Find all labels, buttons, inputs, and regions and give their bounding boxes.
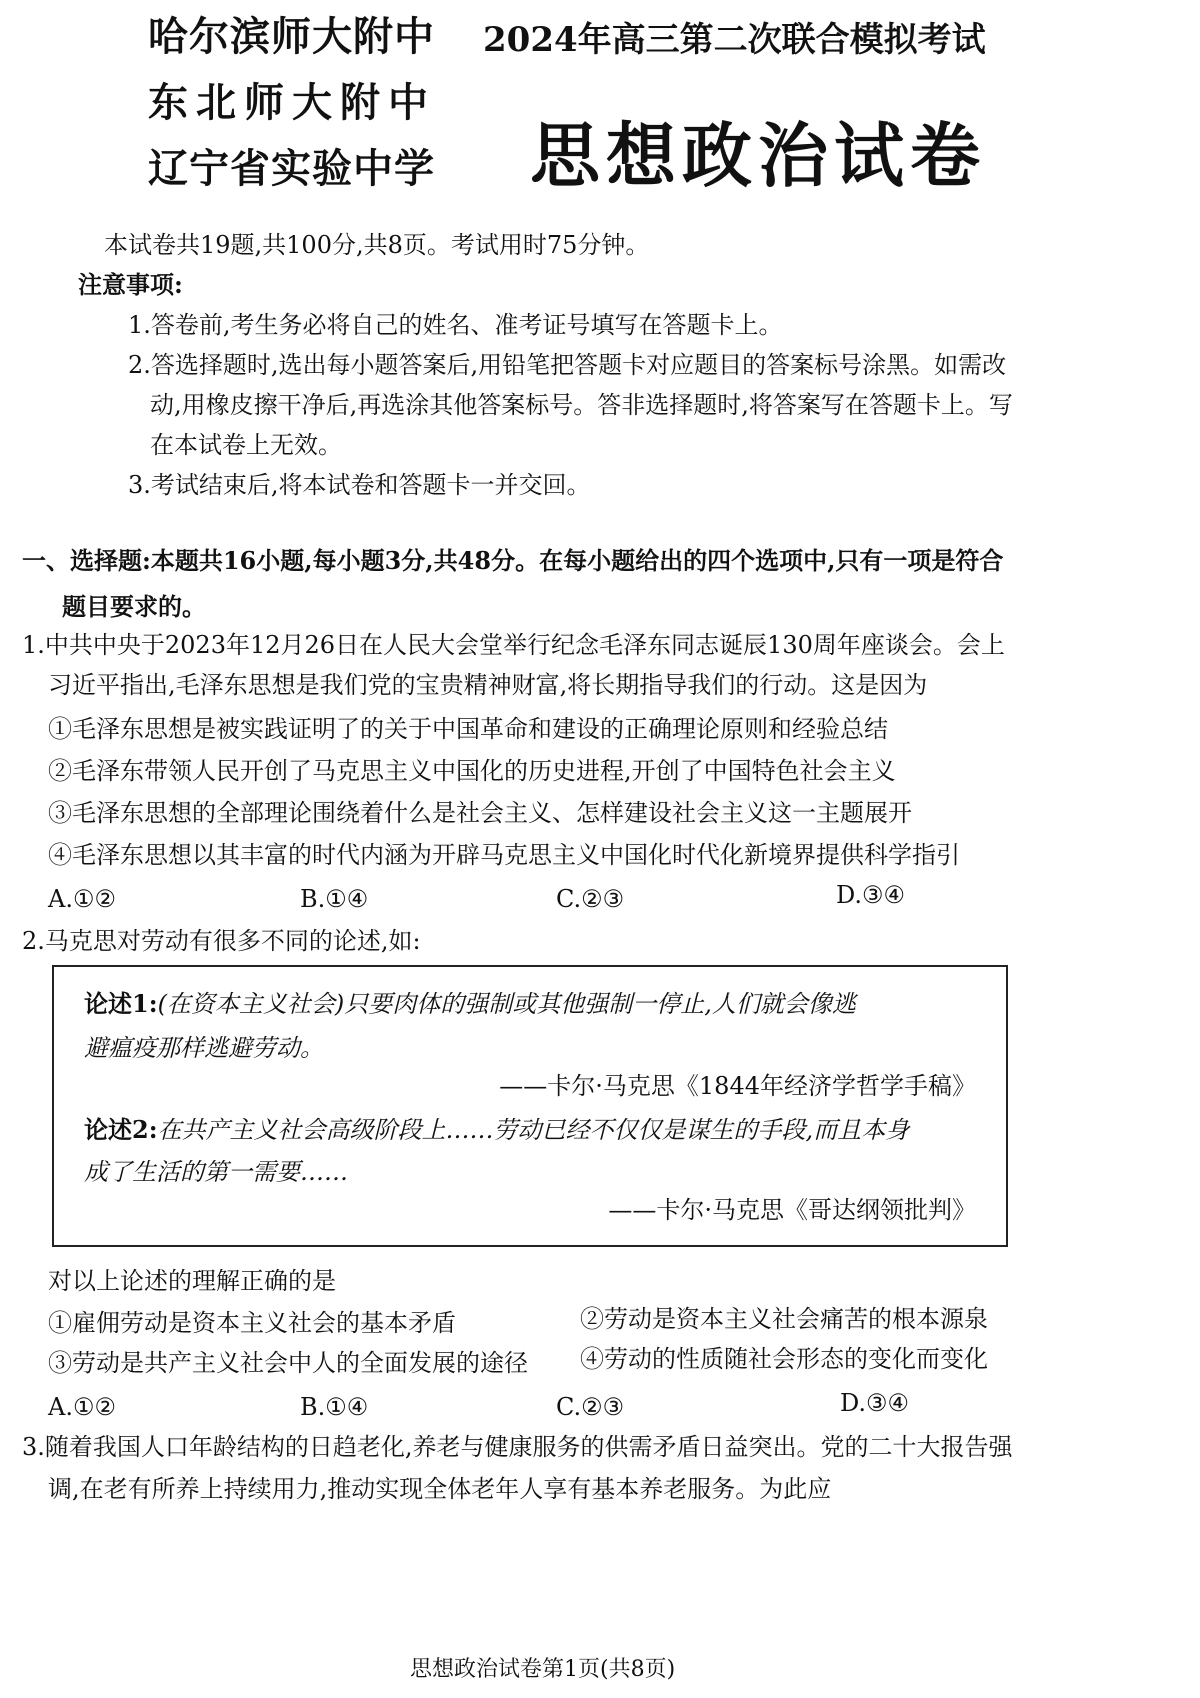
answer-option: C.②③ bbox=[556, 885, 625, 913]
notes-heading: 注意事项: bbox=[78, 270, 183, 299]
note-line: 在本试卷上无效。 bbox=[150, 431, 342, 459]
subject-title: 思想政治试卷 bbox=[530, 114, 986, 197]
statement-item: ①毛泽东思想是被实践证明了的关于中国革命和建设的正确理论原则和经验总结 bbox=[48, 715, 888, 743]
statement-item: ③劳动是共产主义社会中人的全面发展的途径 bbox=[48, 1349, 528, 1377]
quote-source: ——卡尔·马克思《1844年经济学哲学手稿》 bbox=[499, 1072, 976, 1100]
answer-option: D.③④ bbox=[840, 1389, 910, 1417]
answer-option: B.①④ bbox=[300, 885, 369, 913]
note-line: 动,用橡皮擦干净后,再选涂其他答案标号。答非选择题时,将答案写在答题卡上。写 bbox=[150, 391, 1013, 419]
quote-text: 在共产主义社会高级阶段上……劳动已经不仅仅是谋生的手段,而且本身 bbox=[157, 1116, 910, 1144]
statement-item: ①雇佣劳动是资本主义社会的基本矛盾 bbox=[48, 1309, 456, 1337]
answer-option: C.②③ bbox=[556, 1393, 625, 1421]
quote-label: 论述2: bbox=[84, 1115, 158, 1144]
school-name: 哈尔滨师大附中 bbox=[148, 13, 435, 60]
statement-item: ②毛泽东带领人民开创了马克思主义中国化的历史进程,开创了中国特色社会主义 bbox=[48, 757, 896, 785]
question-prompt: 对以上论述的理解正确的是 bbox=[48, 1267, 336, 1295]
answer-option: D.③④ bbox=[836, 881, 906, 909]
quote-line bbox=[84, 1113, 909, 1147]
school-list bbox=[148, 4, 448, 202]
answer-option: A.①② bbox=[48, 885, 116, 913]
quote-label: 论述1: bbox=[84, 989, 158, 1018]
question-stem: 1.中共中央于2023年12月26日在人民大会堂举行纪念毛泽东同志诞辰130周年座谈会。会上 bbox=[22, 631, 1005, 659]
question-stem: 习近平指出,毛泽东思想是我们党的宝贵精神财富,将长期指导我们的行动。这是因为 bbox=[48, 671, 928, 699]
question-stem: 3.随着我国人口年龄结构的日趋老化,养老与健康服务的供需矛盾日益突出。党的二十大报告强 bbox=[22, 1433, 1013, 1461]
statement-item: ④毛泽东思想以其丰富的时代内涵为开辟马克思主义中国化时代化新境界提供科学指引 bbox=[48, 841, 960, 869]
quote-line bbox=[84, 987, 856, 1021]
quote-source: ——卡尔·马克思《哥达纲领批判》 bbox=[608, 1196, 976, 1224]
school-name: 辽宁省实验中学 bbox=[148, 145, 435, 192]
quote-box bbox=[52, 965, 1008, 1247]
intro-text: 本试卷共19题,共100分,共8页。考试用时75分钟。 bbox=[104, 231, 650, 259]
quote-text: 成了生活的第一需要…… bbox=[84, 1158, 348, 1186]
statement-item: ③毛泽东思想的全部理论围绕着什么是社会主义、怎样建设社会主义这一主题展开 bbox=[48, 799, 912, 827]
quote-text: (在资本主义社会)只要肉体的强制或其他强制一停止,人们就会像逃 bbox=[157, 990, 856, 1018]
question-stem: 调,在老有所养上持续用力,推动实现全体老年人享有基本养老服务。为此应 bbox=[48, 1475, 832, 1503]
school-name: 东北师大附中 bbox=[148, 79, 436, 126]
statement-item: ②劳动是资本主义社会痛苦的根本源泉 bbox=[580, 1305, 988, 1333]
quote-text: 避瘟疫那样逃避劳动。 bbox=[84, 1034, 324, 1062]
note-line: 1.答卷前,考生务必将自己的姓名、准考证号填写在答题卡上。 bbox=[128, 311, 783, 339]
note-line: 3.考试结束后,将本试卷和答题卡一并交回。 bbox=[128, 471, 591, 499]
exam-name: 2024年高三第二次联合模拟考试 bbox=[483, 20, 986, 60]
statement-item: ④劳动的性质随社会形态的变化而变化 bbox=[580, 1345, 988, 1373]
answer-option: A.①② bbox=[48, 1393, 116, 1421]
section-heading-cont: 题目要求的。 bbox=[62, 592, 206, 621]
section-heading: 一、选择题:本题共16小题,每小题3分,共48分。在每小题给出的四个选项中,只有一项是符合 bbox=[22, 546, 1004, 575]
question-stem: 2.马克思对劳动有很多不同的论述,如: bbox=[22, 927, 421, 955]
page-footer: 思想政治试卷第1页(共8页) bbox=[410, 1657, 676, 1682]
note-line: 2.答选择题时,选出每小题答案后,用铅笔把答题卡对应题目的答案标号涂黑。如需改 bbox=[128, 351, 1007, 379]
answer-option: B.①④ bbox=[300, 1393, 369, 1421]
